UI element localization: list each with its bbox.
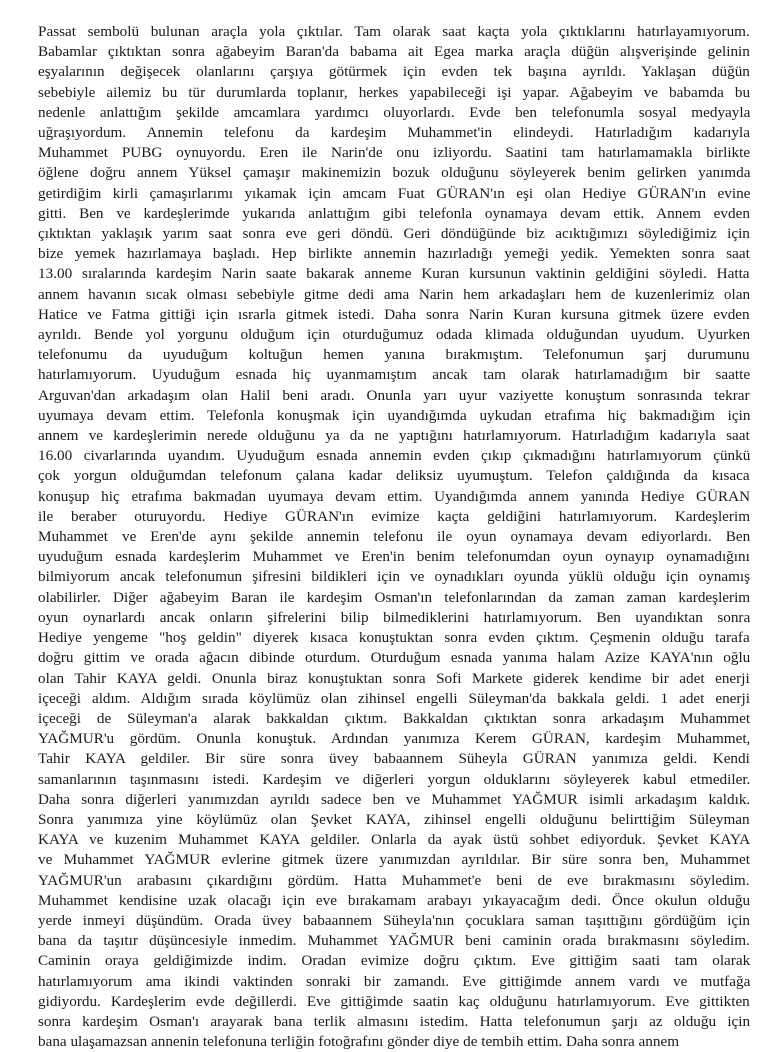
text-line: hatırlamıyorum ama ikindi vaktinden sonraki bir zamandı. Eve gittiğimde annem vardı ve mutfağa	[38, 972, 751, 990]
text-line: nedenle anlattığım şekilde amcamlara yardımcı oluyorlardı. Evde ben telefonumla sosyal medyayla	[38, 103, 751, 121]
text-line: annem ve kardeşlerimin nerede olduğunu ya da ne yaptığını hatırlamıyorum. Hatırladığım kadarıyla saat	[38, 427, 750, 445]
text-line: Passat sembolü bulunan araçla yola çıktılar. Tam olarak saat kaçta yola çıktıklarını hatırlayamıyorum.	[38, 23, 750, 40]
text-line: oyun oynarlardı ancak onların şifrelerini bilip bilmediklerini hatırlamıyorum. Ben uyandıktan sonra	[38, 608, 751, 626]
text-line: getirdiğim kirli çamaşırlarımı yıkamak için amcam Fuat GÜRAN'ın eşi olan Hediye GÜRAN'ın evine	[38, 184, 751, 202]
text-line: Arguvan'dan arkadaşım olan Halil beni aradı. Onunla yarı uyur vaziyette konuştum sonrasında tekrar	[38, 386, 750, 404]
text-line: YAĞMUR'u gördüm. Onunla konuştuk. Ardından yanımıza Kerem GÜRAN, kardeşim Muhammet,	[38, 730, 751, 748]
text-line: ve Muhammet YAĞMUR evlerine gitmek üzere yanımızdan ayrıldılar. Bir süre sonra ben, Muhammet	[38, 851, 750, 869]
text-line: gitti. Ben ve kardeşlerimde yukarıda anlattığım gibi telefonla oynamaya devam ettik. Annem evden	[38, 204, 750, 222]
text-line: çıktıktan yaklaşık yarım saat sonra eve geri döndü. Geri döndüğünde biz acıktığımızı söylediğimiz için	[38, 225, 750, 243]
text-line: YAĞMUR'un arabasını çıkardığını gördüm. Hatta Muhammet'e beni de eve bırakmasını söyledim.	[38, 871, 750, 889]
text-line: bize yemek hazırlamaya başladı. Hep birlikte annemin hazırladığı yemeği yedik. Yemekten sonra saat	[38, 245, 750, 263]
text-line: içeceği aldım. Aldığım sırada köylümüz olan zihinsel engelli Süleyman'da bakkala geldi. 1 adet enerji	[38, 689, 750, 707]
statement-text-block	[38, 22, 750, 1052]
text-line: bana ulaşamazsan annenin telefonuna terliğin fotoğrafını gönder diye de tembih ettim. Daha sonra annem	[38, 1033, 680, 1051]
text-line: Sonra yanımıza yine köylümüz olan Şevket KAYA, zihinsel engelli olduğunu belirttiğim Süleyman	[38, 810, 750, 828]
text-line: uğraşıyordum. Annemin telefonu da kardeşim Muhammet'in elindeydi. Hatırladığım kadarıyla	[38, 124, 750, 142]
text-line: KAYA ve kuzenim Muhammet KAYA geldiler. Onlarla da ayak üstü sohbet ediyorduk. Şevket KAYA	[38, 831, 751, 849]
text-line: sonra kardeşim Osman'ı arayarak bana terlik almasını istedim. Hatta telefonumun şarjı az olduğu için	[38, 1012, 751, 1030]
text-line: eşyalarının değişecek olanlarını çarşıya götürmek için evden tek başına ayrıldı. Yaklaşan düğün	[38, 63, 750, 81]
text-line: hatırlamıyorum. Uyuduğum esnada hiç uyanmamıştım ancak tam olarak hatırlamadığım bir saatte	[38, 366, 751, 384]
text-line: Hatice ve Fatma gittiği için ısrarla gitmek istedi. Daha sonra Narin Kuran kursuna gitmek üzere evden	[38, 305, 750, 323]
text-line: içeceği de Süleyman'a alarak bakkaldan çıktım. Bakkaldan çıktıktan sonra arkadaşım Muhammet	[38, 709, 751, 727]
text-line: Babamlar çıktıktan sonra ağabeyim Baran'da babama ait Egea marka araçla düğün alışverişinde gelinin	[38, 43, 750, 61]
text-line: Caminin oraya geldiğimizde indim. Oradan evimize doğru çıktım. Eve gittiğim saati tam olarak	[38, 952, 751, 970]
text-line: gidiyordu. Kardeşlerim evde değillerdi. Eve gittiğimde saatin kaç olduğunu hatırlamıyorum. Eve gittikten	[38, 992, 750, 1010]
text-line: 16.00 civarlarında uyandım. Uyuduğum esnada annemin evden çıkıp çıkmadığını hatırlamıyorum çünkü	[38, 447, 751, 465]
text-line: konuşup hiç etrafıma bakmadan uyumaya devam ettim. Uyandığımda annem yanında Hediye GÜRAN	[38, 487, 751, 505]
text-line: yerde inmeyi düşündüm. Orada üvey babaannem Süheyla'nın çocuklara saman taşıttığını gördüğüm için	[38, 911, 751, 929]
text-line: sebebiyle ailemiz bu tür durumlarda toplanır, herkes yapabileceği işi yapar. Ağabeyim ve babamda bu	[38, 83, 751, 101]
text-line: Muhammet ve Eren'de aynı şekilde annemin telefonu ile oyun oynamaya devam ediyorlardı. Ben	[38, 528, 751, 546]
text-line: Hediye yengeme "hoş geldin" diyerek kısaca konuştuktan sonra evden çıktım. Çeşmenin olduğu tarafa	[38, 629, 750, 647]
text-line: öğlene doğru annem Yüksel çamaşır makinemizin bozuk olduğunu söyleyerek benim gelirken yanımda	[38, 164, 751, 182]
text-line: annem havanın sıcak olması sebebiyle gitme dedi ama Narin hem arkadaşları hem de kuzenlerimiz olan	[38, 285, 751, 303]
text-line: bana da taşıtır düşüncesiyle inmedim. Muhammet YAĞMUR beni caminin orada bırakmasını söyledim.	[38, 932, 750, 950]
text-line: olan Tahir KAYA geldi. Onunla biraz konuştuktan sonra Sofi Markete giderek kendime bir adet enerji	[38, 669, 750, 687]
text-line: olabilirler. Diğer ağabeyim Baran ile kardeşim Osman'ın telefonlarından da zaman zaman kardeşlerim	[38, 588, 751, 606]
text-line: Tahir KAYA geldiler. Bir süre sonra üvey babaannem Süheyla GÜRAN yanımıza geldi. Kendi	[38, 750, 750, 768]
text-line: çok yorgun olduğumdan telefonum çalana kadar deliksiz uyumuştum. Telefon çaldığında da kısaca	[38, 467, 750, 485]
text-line: Muhammet kendisine uzak olacağı için eve bırakamam arabayı yıkayacağım dedi. Önce okulun olduğu	[38, 891, 751, 909]
text-line: ayrıldı. Bende yol yorgunu olduğum için oturduğumuz odada klimada olduğundan uyudum. Uyurken	[38, 326, 751, 344]
text-line: doğru gittim ve orada ağacın dibinde oturdum. Oturduğum esnada yanıma halam Azize KAYA'nın oğlu	[38, 649, 751, 667]
text-line: bilmiyorum ancak telefonumun şifresini bildikleri için ve oynadıkları oyunda yüklü olduğu için oynamış	[38, 568, 751, 586]
text-line: uyuduğum esnada kardeşlerim Muhammet ve Eren'in benim telefonumdan oyun oynayıp oynamadığını	[38, 548, 750, 566]
text-line: ile beraber oturuyordu. Hediye GÜRAN'ın evimize kaçta geldiğini hatırlamıyorum. Kardeşlerim	[38, 507, 751, 525]
text-line: samanlarının taşınmasını istedi. Kardeşim ve diğerleri yorgun olduklarını söyleyerek kabul etmediler.	[38, 770, 751, 788]
text-line: uyumaya devam ettim. Telefonla konuşmak için uyandığımda uykudan etrafıma hiç bakmadığım için	[38, 406, 751, 424]
text-line: telefonumu da uyuduğum koltuğun hemen yanına bırakmıştım. Telefonumun şarj durumunu	[38, 346, 750, 364]
text-line: Muhammet PUBG oynuyordu. Eren ile Narin'de onu izliyordu. Saatini tam hatırlamamakla birlikte	[38, 144, 751, 162]
text-line: Daha sonra diğerleri yanımızdan ayrıldı sadece ben ve Muhammet YAĞMUR isimli arkadaşım kaldık.	[38, 790, 751, 808]
text-line: 13.00 sıralarında kardeşim Narin saate bakarak anneme Kuran kursunun vaktinin geldiğini söyledi. Hatta	[38, 265, 750, 283]
